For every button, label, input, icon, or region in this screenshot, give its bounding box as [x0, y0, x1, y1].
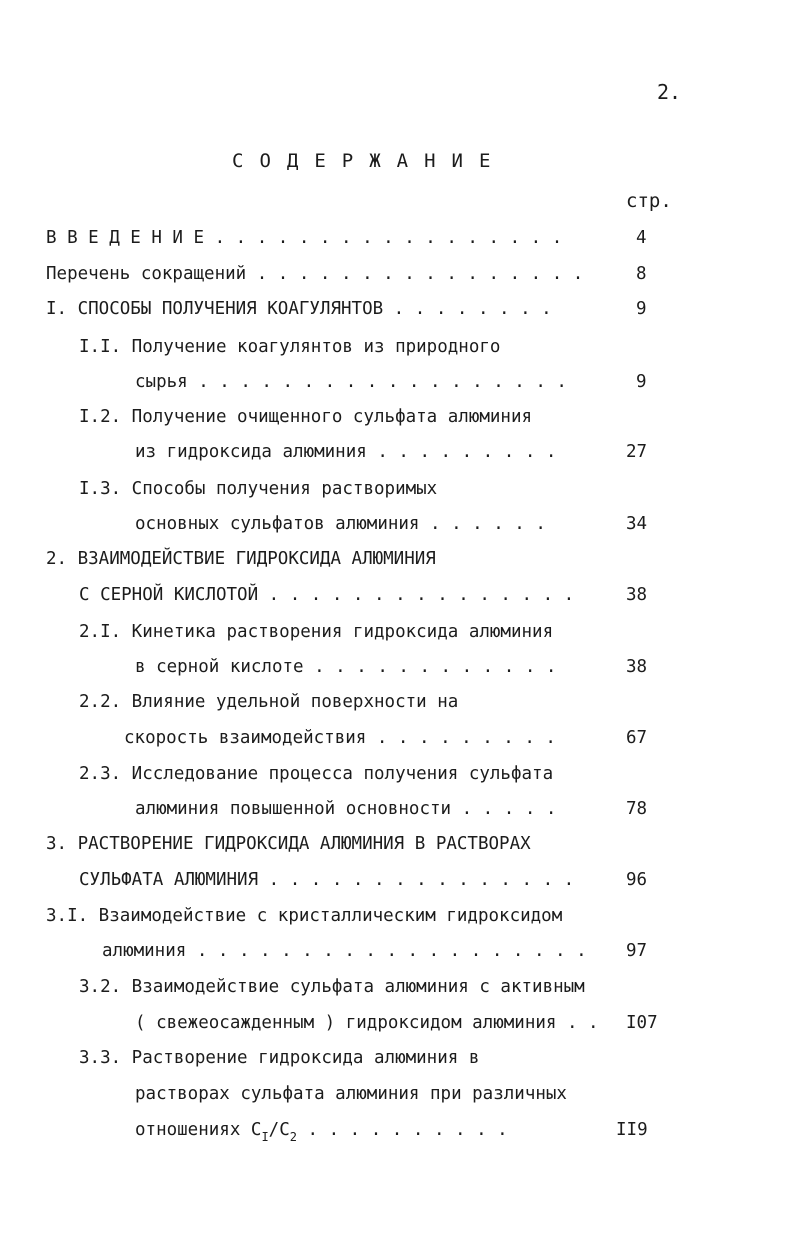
toc-line: сырья . . . . . . . . . . . . . . . . . . — [135, 372, 567, 392]
toc-page: 67 — [626, 728, 648, 748]
toc-line: алюминия . . . . . . . . . . . . . . . . . . . — [102, 941, 587, 961]
toc-page: 96 — [626, 870, 648, 890]
toc-line: скорость взаимодействия . . . . . . . . . — [124, 728, 556, 748]
toc-line: I.I. Получение коагулянтов из природного — [79, 337, 501, 357]
toc-page: 34 — [626, 514, 648, 534]
toc-line: 3.I. Взаимодействие с кристаллическим гидроксидом — [46, 906, 563, 926]
toc-line: С СЕРНОЙ КИСЛОТОЙ . . . . . . . . . . . . . . . — [79, 585, 575, 605]
toc-page: 38 — [626, 585, 648, 605]
toc-page: 38 — [626, 657, 648, 677]
toc-page: 4 — [636, 228, 647, 248]
page-number: 2. — [657, 80, 682, 104]
toc-line: основных сульфатов алюминия . . . . . . — [135, 514, 546, 534]
toc-page: 97 — [626, 941, 648, 961]
pages-column-label: стр. — [626, 190, 672, 212]
toc-line: СУЛЬФАТА АЛЮМИНИЯ . . . . . . . . . . . . . . . — [79, 870, 575, 890]
toc-page: 9 — [636, 372, 647, 392]
toc-page: 78 — [626, 799, 648, 819]
toc-page: 8 — [636, 264, 647, 284]
toc-page: 9 — [636, 299, 647, 319]
toc-line: 2.2. Влияние удельной поверхности на — [79, 692, 459, 712]
toc-page: I07 — [626, 1013, 658, 1033]
toc-text: отношениях C — [135, 1120, 262, 1140]
toc-text: /C — [268, 1120, 290, 1140]
toc-page: II9 — [616, 1120, 648, 1140]
toc-page: 27 — [626, 442, 648, 462]
toc-line: в серной кислоте . . . . . . . . . . . . — [135, 657, 557, 677]
toc-line: 2. ВЗАИМОДЕЙСТВИЕ ГИДРОКСИДА АЛЮМИНИЯ — [46, 549, 436, 569]
toc-line: I.3. Способы получения растворимых — [79, 479, 438, 499]
toc-line: 3. РАСТВОРЕНИЕ ГИДРОКСИДА АЛЮМИНИЯ В РАСТВОРАХ — [46, 834, 531, 854]
toc-line: алюминия повышенной основности . . . . . — [135, 799, 557, 819]
subscript: I — [261, 1130, 269, 1144]
toc-line: ( свежеосажденным ) гидроксидом алюминия . . — [135, 1013, 599, 1033]
toc-line: Перечень сокращений . . . . . . . . . . . . . . . . — [46, 264, 584, 284]
subscript: 2 — [289, 1130, 297, 1144]
toc-line: В В Е Д Е Н И Е . . . . . . . . . . . . . . . . . — [46, 228, 563, 248]
toc-line: I.2. Получение очищенного сульфата алюминия — [79, 407, 533, 427]
toc-line: 3.2. Взаимодействие сульфата алюминия с активным — [79, 977, 585, 997]
toc-line: 2.I. Кинетика растворения гидроксида алюминия — [79, 622, 554, 642]
toc-line: 3.3. Растворение гидроксида алюминия в — [79, 1048, 480, 1068]
toc-text: . . . . . . . . . . — [296, 1120, 508, 1140]
toc-line: I. СПОСОБЫ ПОЛУЧЕНИЯ КОАГУЛЯНТОВ . . . . . . . . — [46, 299, 552, 319]
page-title: С О Д Е Р Ж А Н И Е — [232, 150, 493, 172]
toc-line — [135, 1118, 508, 1143]
toc-line: из гидроксида алюминия . . . . . . . . . — [135, 442, 557, 462]
toc-line: 2.3. Исследование процесса получения сульфата — [79, 764, 554, 784]
toc-line: растворах сульфата алюминия при различных — [135, 1084, 567, 1104]
